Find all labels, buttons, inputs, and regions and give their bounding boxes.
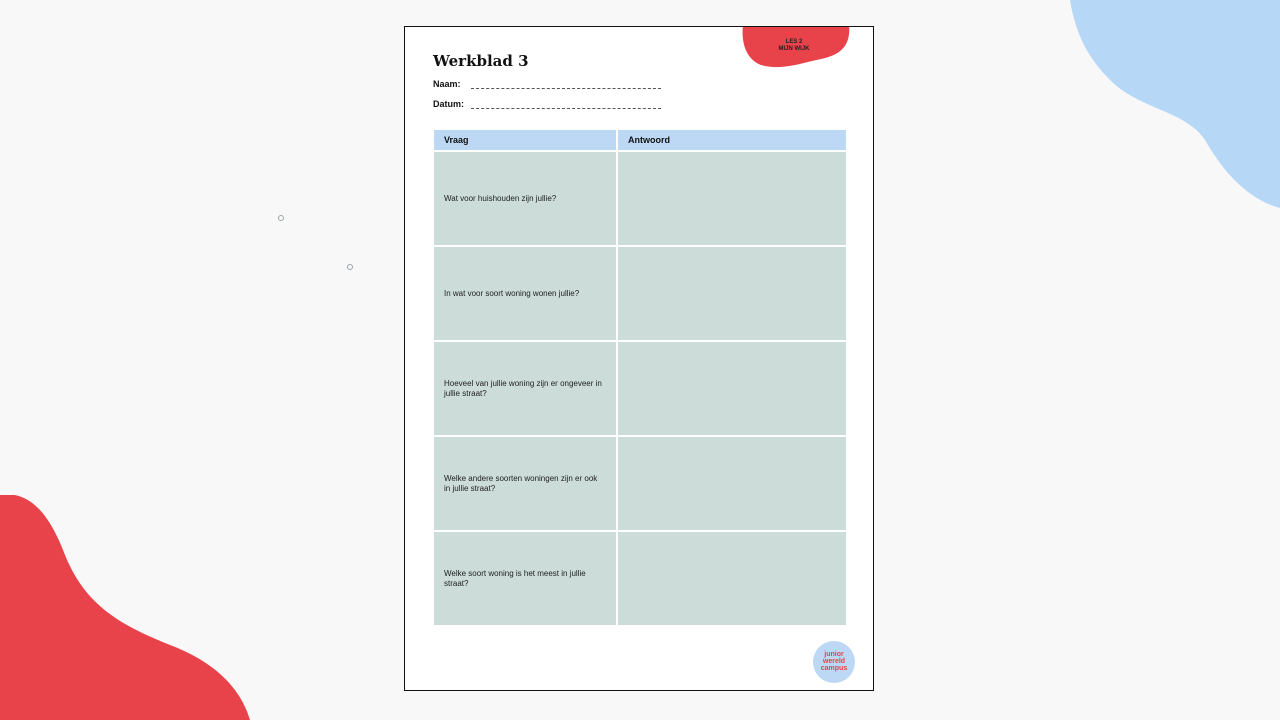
question-answer-table bbox=[432, 128, 848, 627]
name-field[interactable] bbox=[433, 78, 661, 89]
date-label: Datum: bbox=[433, 98, 464, 109]
question-cell: In wat voor soort woning wonen jullie? bbox=[434, 247, 616, 340]
table-row bbox=[434, 152, 846, 245]
name-label: Naam: bbox=[433, 78, 461, 89]
logo-word: junior bbox=[824, 651, 844, 658]
answer-cell[interactable] bbox=[618, 152, 846, 245]
junior-wereld-campus-logo bbox=[813, 641, 855, 683]
date-field[interactable] bbox=[433, 98, 661, 109]
table-row bbox=[434, 247, 846, 340]
worksheet-page bbox=[404, 26, 874, 691]
question-cell: Hoeveel van jullie woning zijn er ongeveer in jullie straat? bbox=[434, 342, 616, 435]
table-row bbox=[434, 437, 846, 530]
lesson-topic: MIJN WIJK bbox=[778, 46, 810, 52]
lesson-label bbox=[765, 39, 823, 53]
table-row bbox=[434, 342, 846, 435]
answer-cell[interactable] bbox=[618, 437, 846, 530]
answer-cell[interactable] bbox=[618, 342, 846, 435]
decorative-dot bbox=[347, 264, 353, 270]
table-row bbox=[434, 532, 846, 625]
worksheet-title: Werkblad 3 bbox=[433, 52, 529, 70]
question-cell: Wat voor huishouden zijn jullie? bbox=[434, 152, 616, 245]
question-cell: Welke soort woning is het meest in jullie straat? bbox=[434, 532, 616, 625]
answer-cell[interactable] bbox=[618, 247, 846, 340]
name-line[interactable] bbox=[471, 82, 661, 89]
decorative-dot bbox=[278, 215, 284, 221]
header-answer: Antwoord bbox=[618, 130, 846, 150]
date-line[interactable] bbox=[471, 102, 661, 109]
lesson-number: LES 2 bbox=[785, 39, 803, 45]
logo-text bbox=[813, 651, 855, 672]
logo-word: campus bbox=[820, 665, 848, 672]
question-cell: Welke andere soorten woningen zijn er ook in jullie straat? bbox=[434, 437, 616, 530]
bottom-left-red-blob bbox=[0, 495, 250, 720]
top-right-blue-blob bbox=[1070, 0, 1280, 210]
table-header-row bbox=[434, 130, 846, 150]
logo-word: wereld bbox=[822, 658, 846, 665]
header-question: Vraag bbox=[434, 130, 616, 150]
answer-cell[interactable] bbox=[618, 532, 846, 625]
